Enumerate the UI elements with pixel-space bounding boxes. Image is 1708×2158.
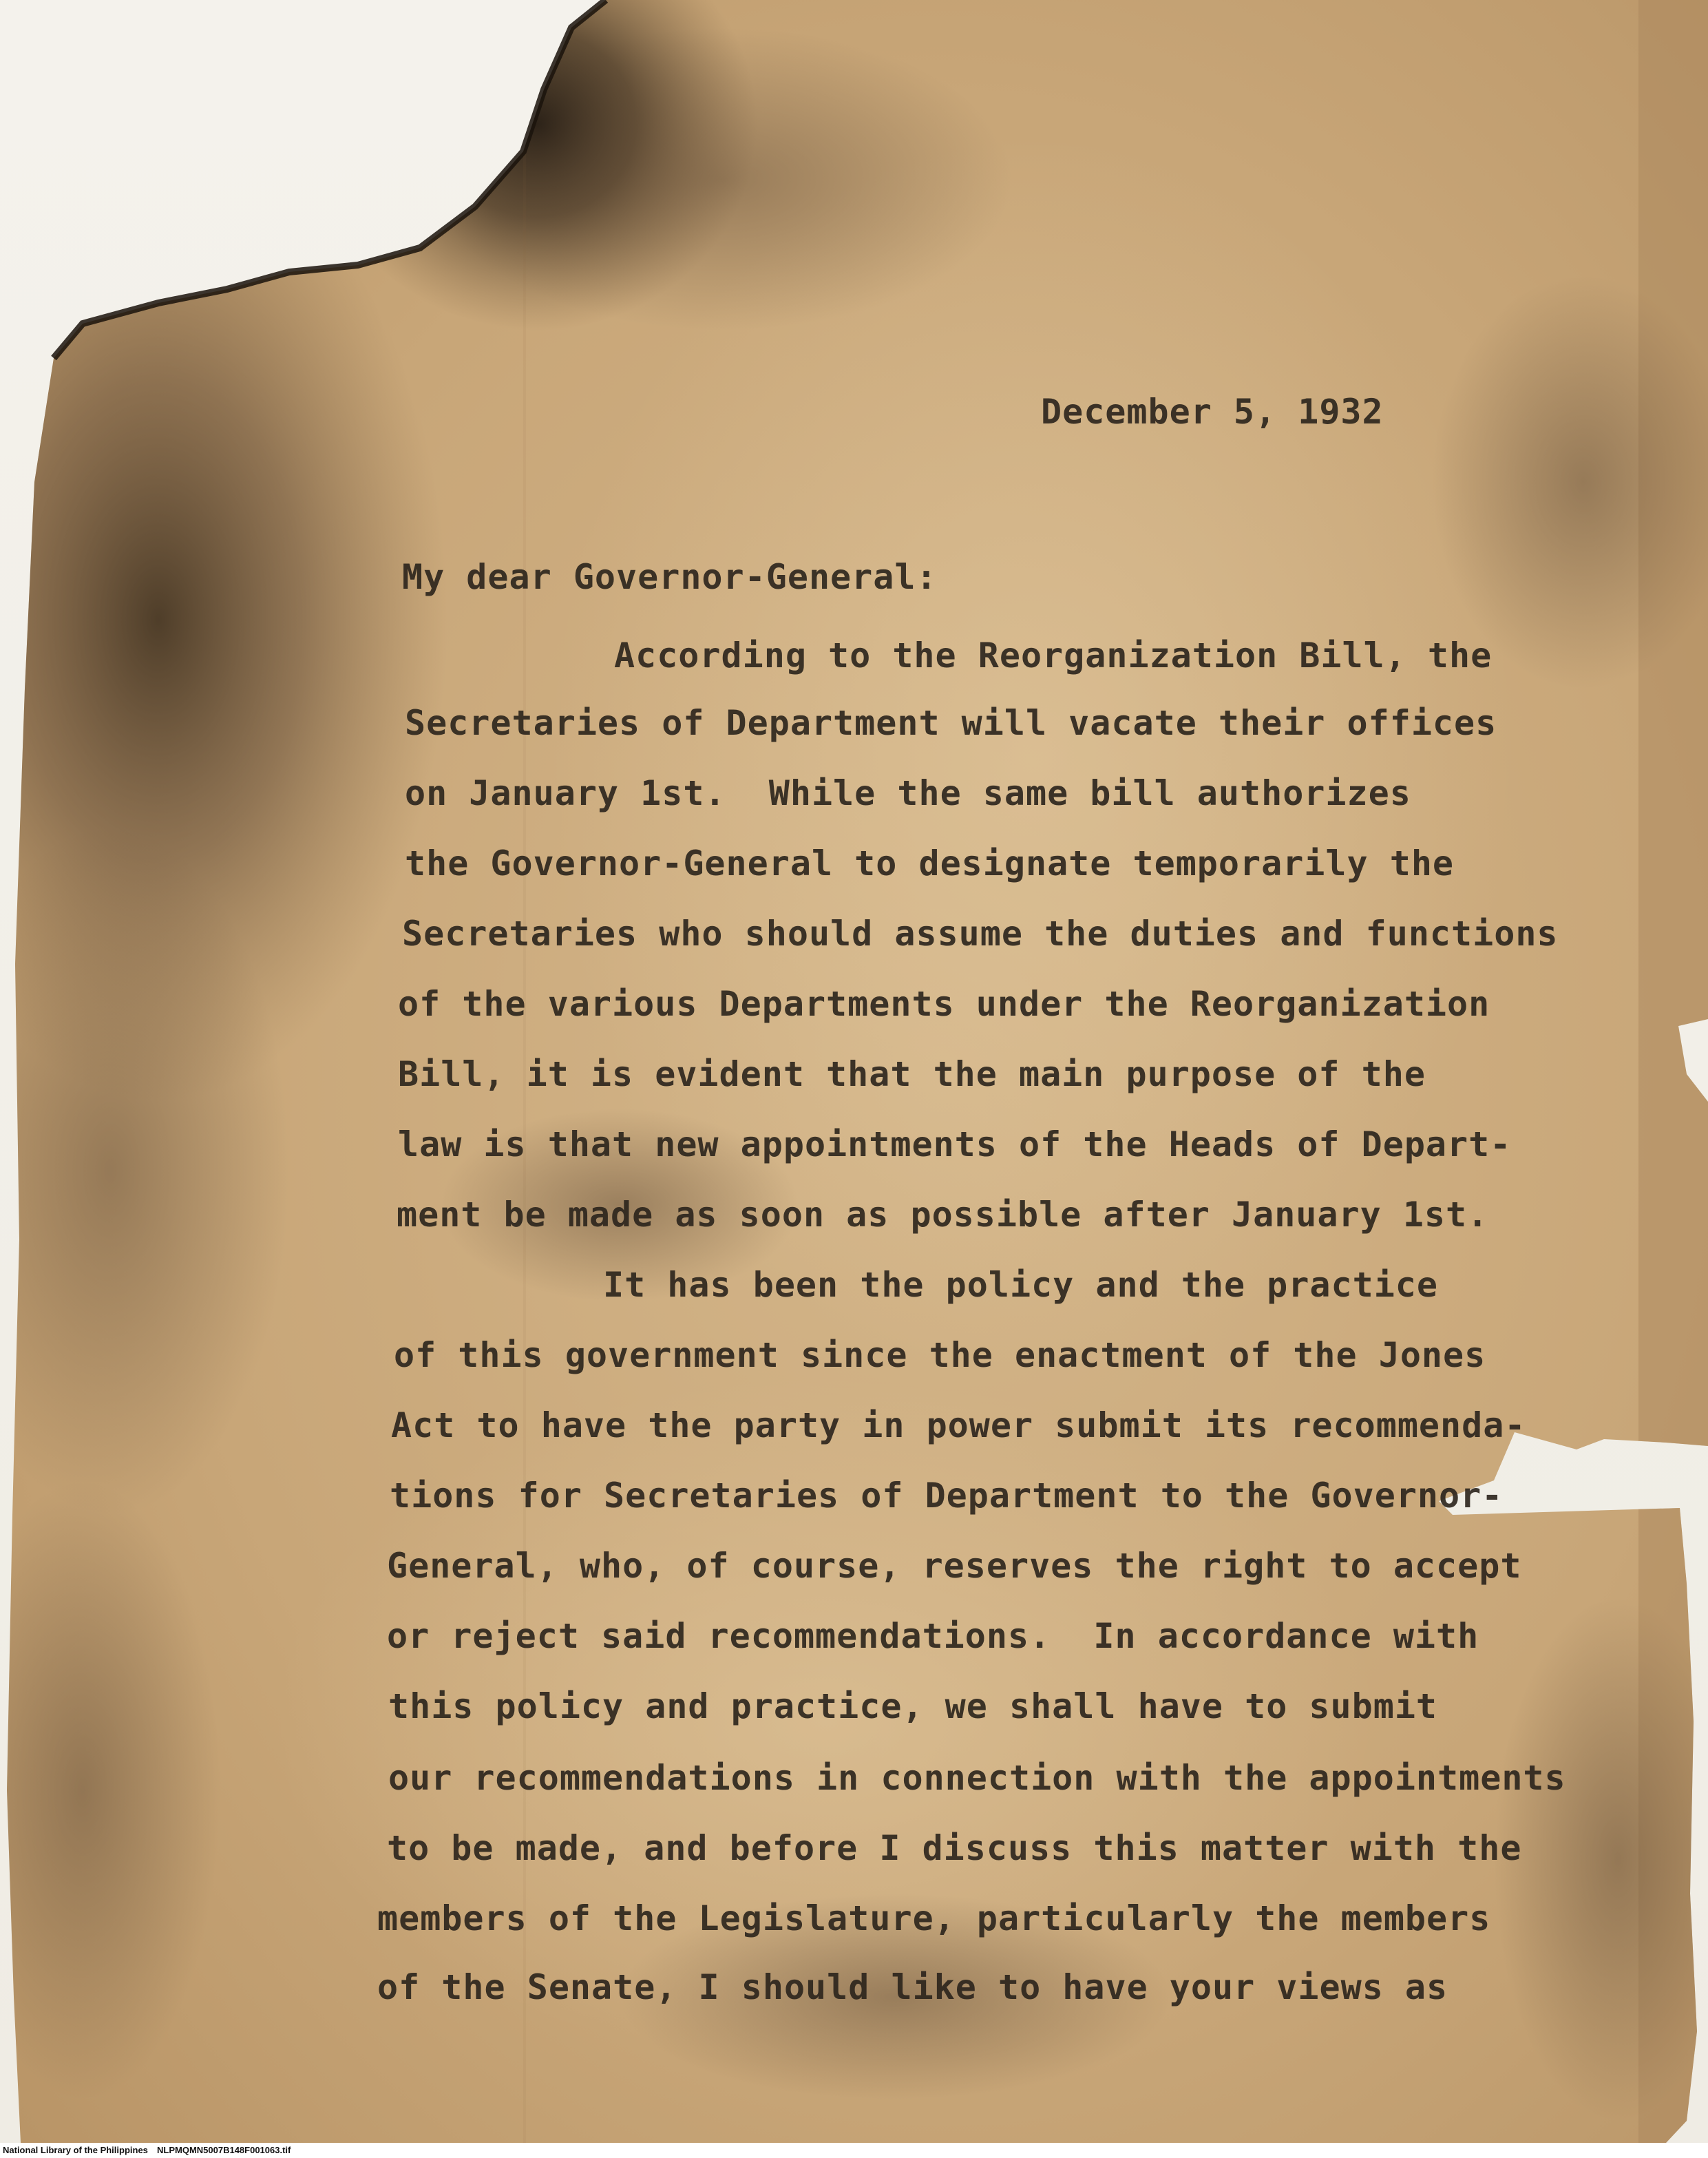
body-line: this policy and practice, we shall have to submit (388, 1686, 1438, 1726)
body-line: of the Senate, I should like to have your views as (377, 1967, 1448, 2007)
body-line: to be made, and before I discuss this matter with the (387, 1828, 1522, 1868)
body-line: General, who, of course, reserves the right to accept (387, 1546, 1522, 1586)
body-line: Bill, it is evident that the main purpose of the (398, 1054, 1426, 1094)
body-line: or reject said recommendations. In accordance with (387, 1616, 1479, 1656)
body-line: on January 1st. While the same bill authorizes (405, 773, 1411, 813)
body-line: of the various Departments under the Reorganization (398, 984, 1490, 1024)
body-line: the Governor-General to designate temporarily the (405, 844, 1455, 883)
footer-institution: National Library of the Philippines (3, 2145, 148, 2155)
body-line: our recommendations in connection with the appointments (388, 1758, 1566, 1798)
body-line: Act to have the party in power submit its recommenda- (391, 1405, 1526, 1445)
body-line: members of the Legislature, particularly the members (377, 1898, 1491, 1938)
footer-file-id: NLPMQMN5007B148F001063.tif (157, 2145, 291, 2155)
body-line: of this government since the enactment of the Jones (394, 1335, 1486, 1375)
body-line: law is that new appointments of the Heads of Depart- (398, 1124, 1512, 1164)
body-line: Secretaries who should assume the duties and functions (402, 914, 1559, 954)
body-line: ment be made as soon as possible after January 1st. (397, 1195, 1489, 1235)
body-line: It has been the policy and the practice (603, 1265, 1438, 1305)
body-line: Secretaries of Department will vacate their offices (405, 703, 1497, 743)
letter-date: December 5, 1932 (1041, 392, 1384, 432)
body-line: tions for Secretaries of Department to the Governor- (390, 1476, 1504, 1516)
body-line: According to the Reorganization Bill, the (614, 636, 1493, 675)
salutation: My dear Governor-General: (402, 557, 938, 597)
